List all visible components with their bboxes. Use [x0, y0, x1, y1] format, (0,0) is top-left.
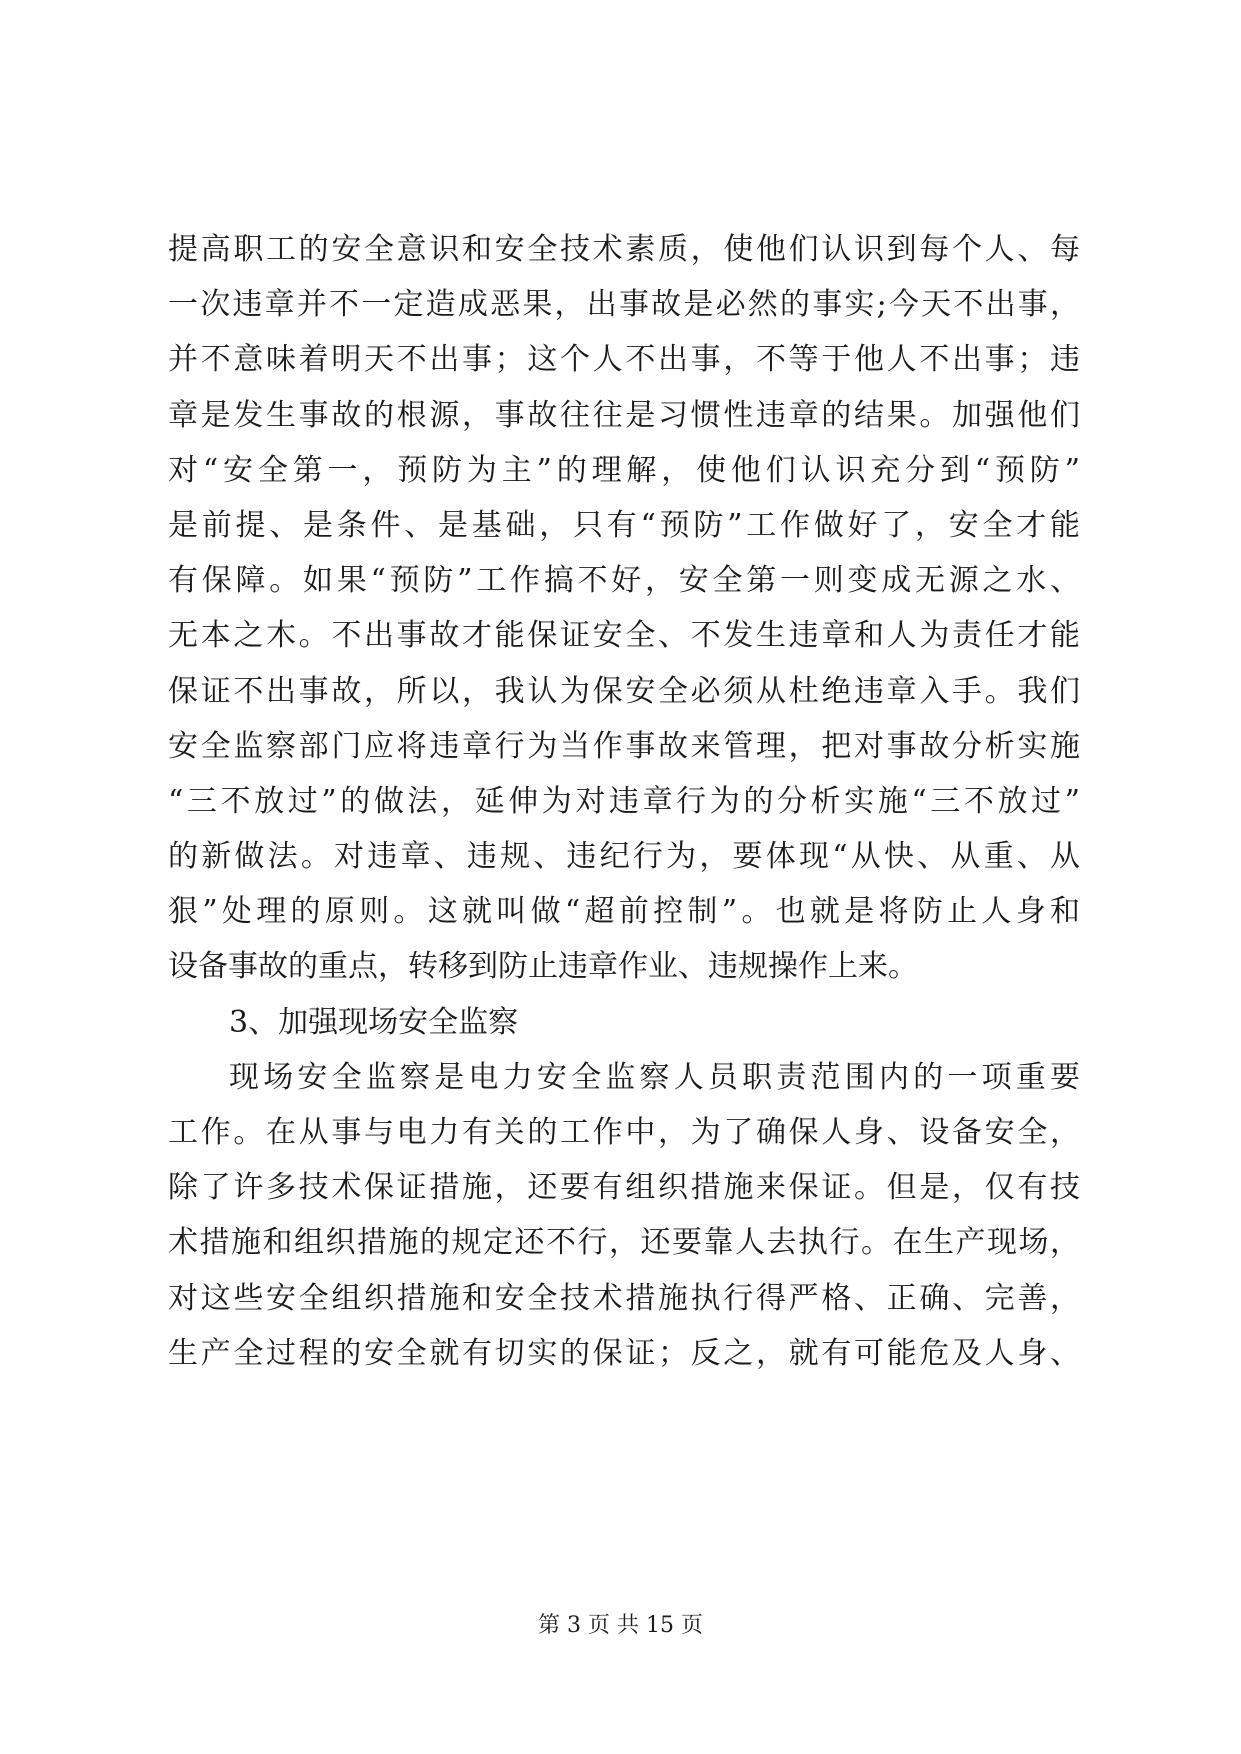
- text-line-17: 工作。在从事与电力有关的工作中，为了确保人身、设备安全，: [168, 1115, 1080, 1150]
- text-line-9: 保证不出事故，所以，我认为保安全必须从杜绝违章入手。我们: [168, 673, 1080, 709]
- text-line-2: 一次违章并不一定造成恶果，出事故是必然的事实;今天不出事，: [168, 287, 1080, 323]
- text-line-14: 设备事故的重点，转移到防止违章作业、违规操作上来。: [168, 949, 918, 985]
- page-footer: 第 3 页 共 15 页: [538, 1613, 703, 1638]
- text-line-11: “三不放过”的做法，延伸为对违章行为的分析实施“三不放过”: [168, 783, 1080, 819]
- text-line-12: 的新做法。对违章、违规、违纪行为，要体现“从快、从重、从: [168, 839, 1080, 875]
- section-heading: 3、加强现场安全监察: [229, 1004, 519, 1040]
- text-line-16: 现场安全监察是电力安全监察人员职责范围内的一项重要: [229, 1059, 1080, 1095]
- text-line-1: 提高职工的安全意识和安全技术素质，使他们认识到每个人、每: [168, 232, 1080, 267]
- text-line-6: 是前提、是条件、是基础，只有“预防”工作做好了，安全才能: [168, 507, 1080, 543]
- text-line-10: 安全监察部门应将违章行为当作事故来管理，把对事故分析实施: [168, 728, 1080, 764]
- document-body: [168, 222, 1080, 1381]
- text-line-21: 生产全过程的安全就有切实的保证；反之，就有可能危及人身、: [168, 1335, 1080, 1371]
- text-line-19: 术措施和组织措施的规定还不行，还要靠人去执行。在生产现场，: [168, 1225, 1080, 1261]
- text-line-5: 对“安全第一，预防为主”的理解，使他们认识充分到“预防”: [168, 452, 1080, 488]
- text-line-4: 章是发生事故的根源，事故往往是习惯性违章的结果。加强他们: [168, 397, 1080, 433]
- text-line-20: 对这些安全组织措施和安全技术措施执行得严格、正确、完善，: [168, 1280, 1080, 1316]
- text-line-7: 有保障。如果“预防”工作搞不好，安全第一则变成无源之水、: [168, 563, 1080, 599]
- text-line-18: 除了许多技术保证措施，还要有组织措施来保证。但是，仅有技: [168, 1170, 1080, 1206]
- text-line-13: 狠”处理的原则。这就叫做“超前控制”。也就是将防止人身和: [168, 894, 1080, 930]
- text-line-8: 无本之木。不出事故才能保证安全、不发生违章和人为责任才能: [168, 618, 1080, 654]
- text-line-3: 并不意味着明天不出事；这个人不出事，不等于他人不出事；违: [168, 342, 1080, 378]
